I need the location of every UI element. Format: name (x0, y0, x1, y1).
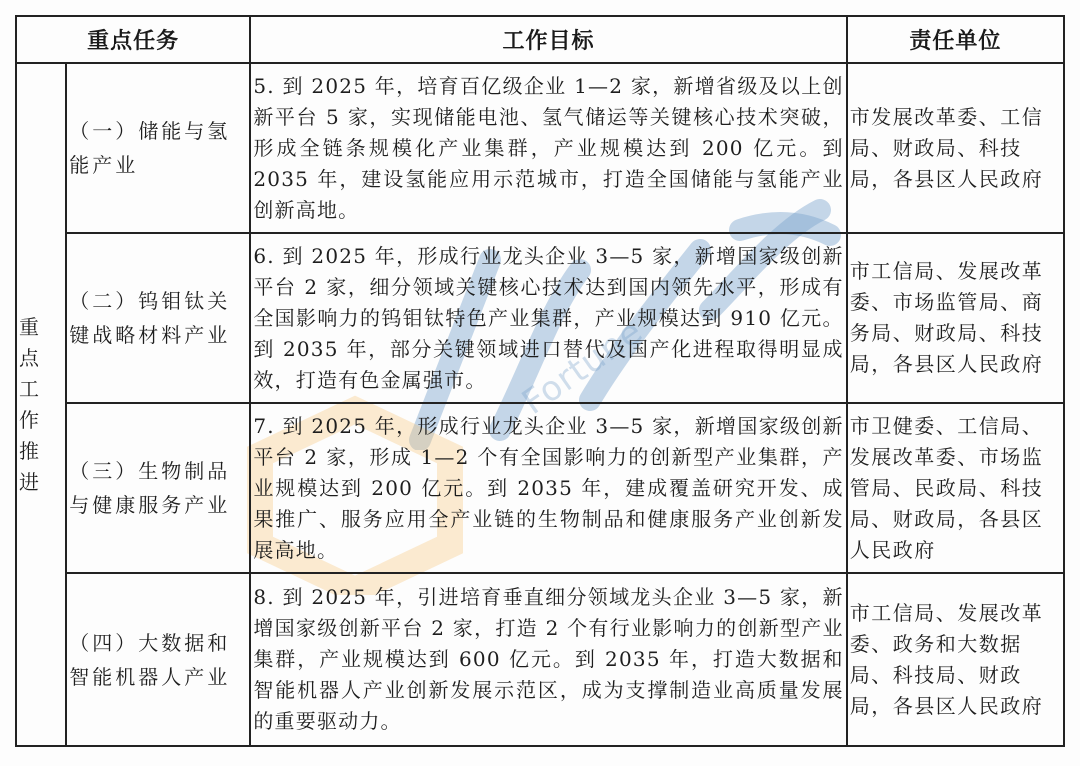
goal-cell: 7. 到 2025 年，形成行业龙头企业 3—5 家，新增国家级创新平台 2 家，形成 1—2 个有全国影响力的创新型产业集群，产业规模达到 200 亿元。到 2035 年，建成覆盖研究开发、成果推广、服务应用全产业链的生物制品和健康服务产业创新发展高地。 (250, 403, 846, 573)
table-header-row (16, 16, 1064, 63)
key-tasks-table (15, 15, 1065, 747)
header-key-task: 重点任务 (16, 16, 250, 63)
unit-cell: 市工信局、发展改革委、政务和大数据局、科技局、财政局，各县区人民政府 (847, 573, 1064, 746)
task-cell: （四）大数据和智能机器人产业 (66, 573, 250, 746)
goal-cell: 5. 到 2025 年，培育百亿级企业 1—2 家，新增省级及以上创新平台 5 家，实现储能电池、氢气储运等关键核心技术突破，形成全链条规模化产业集群，产业规模达到 200 亿元。到 2035 年，建设氢能应用示范城市，打造全国储能与氢能产业创新高地。 (250, 63, 846, 233)
task-cell: （二）钨钼钛关键战略材料产业 (66, 233, 250, 403)
watermark-text: Fortune (515, 311, 651, 423)
task-cell: （一）储能与氢能产业 (66, 63, 250, 233)
unit-cell: 市发展改革委、工信局、财政局、科技局，各县区人民政府 (847, 63, 1064, 233)
header-work-goal: 工作目标 (250, 16, 846, 63)
group-label: 重点工作推进 (16, 63, 66, 746)
unit-cell: 市工信局、发展改革委、市场监管局、商务局、财政局、科技局，各县区人民政府 (847, 233, 1064, 403)
table-row (16, 233, 1064, 403)
goal-cell: 6. 到 2025 年，形成行业龙头企业 3—5 家，新增国家级创新平台 2 家，细分领域关键核心技术达到国内领先水平，形成有全国影响力的钨钼钛特色产业集群，产业规模达到 910 亿元。到 2035 年，部分关键领域进口替代及国产化进程取得明显成效，打造有色金属强市。 (250, 233, 846, 403)
unit-cell: 市卫健委、工信局、发展改革委、市场监管局、民政局、科技局、财政局，各县区人民政府 (847, 403, 1064, 573)
table-row (16, 403, 1064, 573)
task-cell: （三）生物制品与健康服务产业 (66, 403, 250, 573)
table-row (16, 573, 1064, 746)
goal-cell: 8. 到 2025 年，引进培育垂直细分领域龙头企业 3—5 家，新增国家级创新平台 2 家，打造 2 个有行业影响力的创新型产业集群，产业规模达到 600 亿元。到 2035 年，打造大数据和智能机器人产业创新发展示范区，成为支撑制造业高质量发展的重要驱动力。 (250, 573, 846, 746)
header-responsible-unit: 责任单位 (847, 16, 1064, 63)
table-row (16, 63, 1064, 233)
